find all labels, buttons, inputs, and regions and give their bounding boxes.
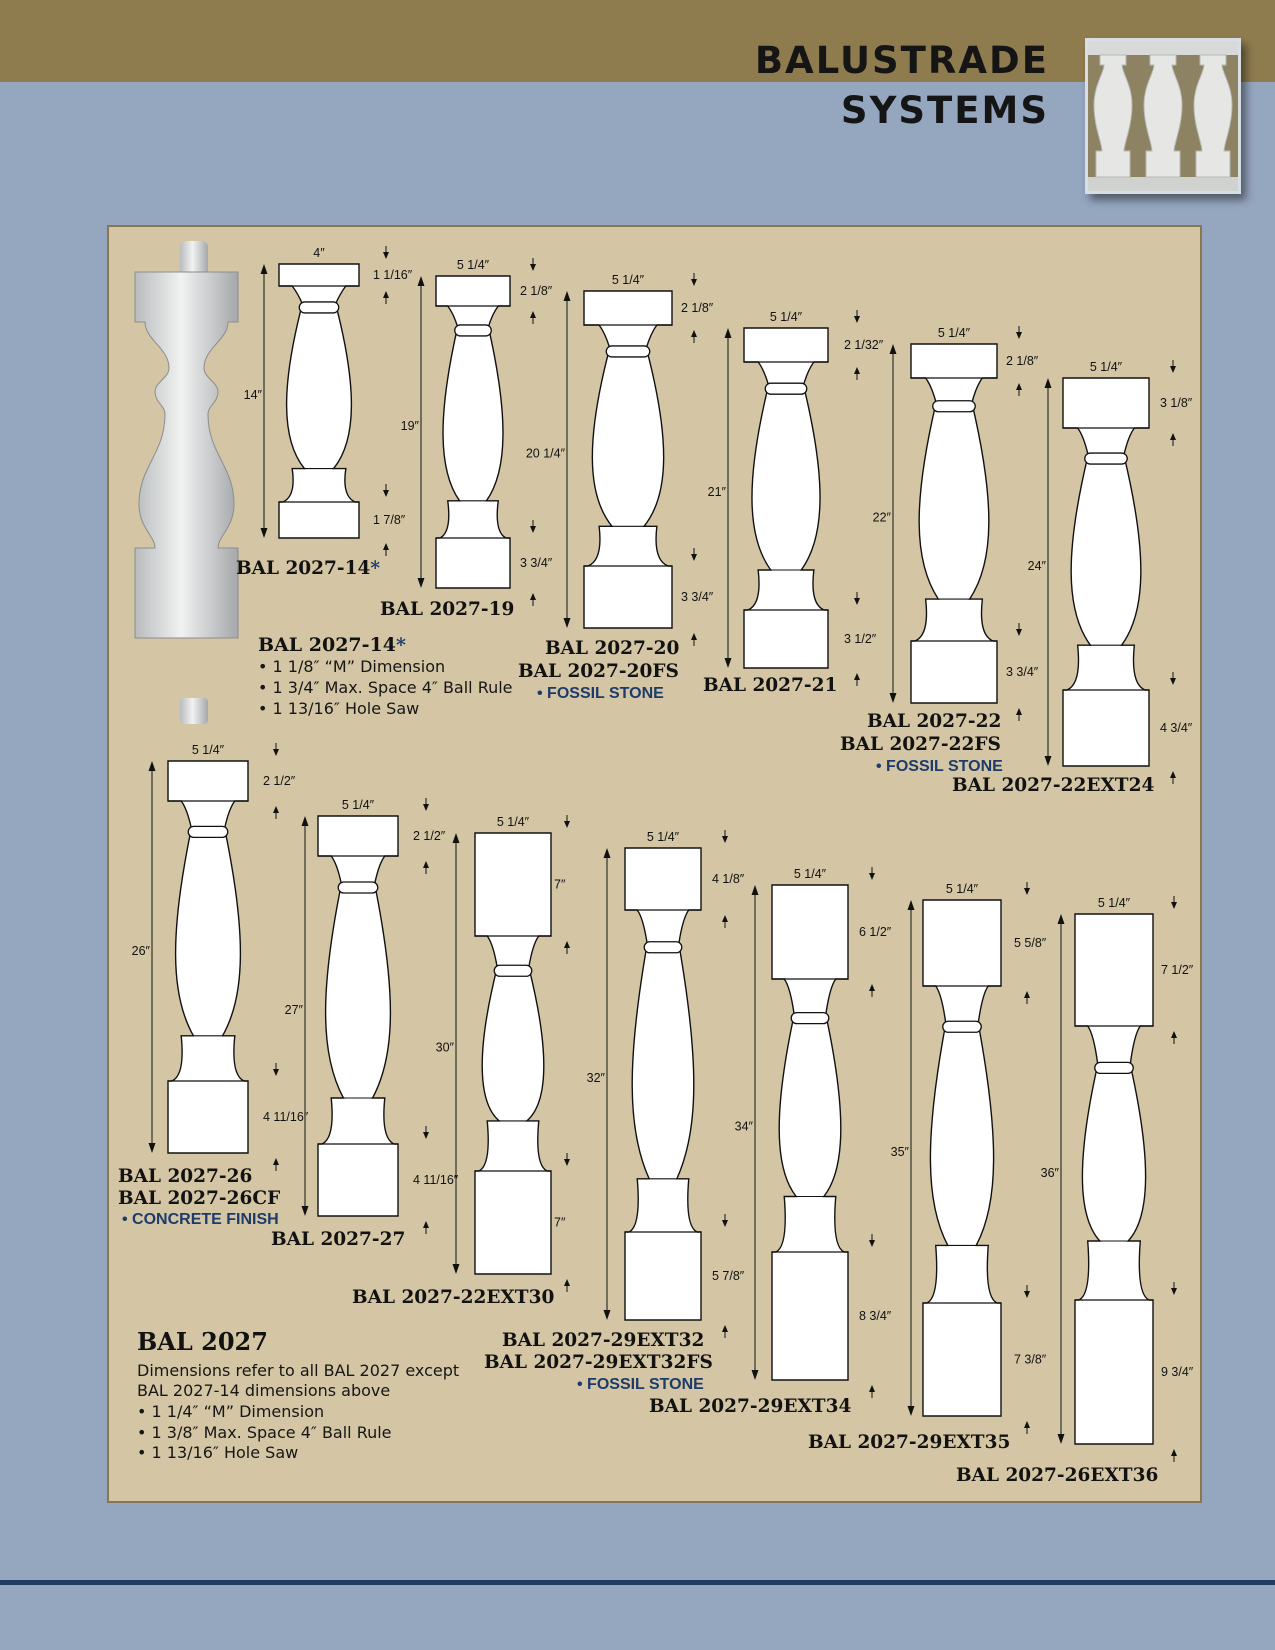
label-bal-2027-20: BAL 2027-20 <box>545 638 680 659</box>
top-dimension-text: 7 1/2″ <box>1161 963 1194 977</box>
bottom-dimension-text: 4 11/16″ <box>413 1173 459 1187</box>
arrow-up-icon <box>302 816 309 826</box>
label-bal-2027-14 <box>236 558 380 580</box>
spec-14-bullet-2: • 1 3/4″ Max. Space 4″ Ball Rule <box>258 678 513 697</box>
arrow-up-icon <box>1058 914 1065 924</box>
height-dimension-text: 19″ <box>400 419 419 433</box>
baluster-ring <box>1085 453 1127 464</box>
width-dimension-text: 5 1/4″ <box>1089 360 1123 374</box>
arrow-down-icon <box>604 1310 611 1320</box>
baluster-ring <box>455 325 492 336</box>
label-bal-2027-29ext34: BAL 2027-29EXT34 <box>649 1396 852 1417</box>
width-dimension-text: 5 1/4″ <box>191 743 225 757</box>
baluster-ring <box>338 882 378 893</box>
label-bal-2027-26: BAL 2027-26 <box>118 1166 253 1187</box>
bottom-dimension-text: 4 3/4″ <box>1160 721 1193 735</box>
width-dimension-text: 5 1/4″ <box>945 882 979 896</box>
arrow-up-icon <box>149 761 156 771</box>
arrow-up-icon <box>604 848 611 858</box>
arrow-down-icon <box>564 618 571 628</box>
baluster-b20 <box>526 273 714 646</box>
note-fossil-stone-20: • FOSSIL STONE <box>537 685 664 702</box>
label-bal-2027-20fs: BAL 2027-20FS <box>518 661 679 682</box>
label-bal-2027-22ext30: BAL 2027-22EXT30 <box>352 1287 555 1308</box>
label-14-star: * <box>370 558 381 579</box>
bottom-dimension-text: 4 11/16″ <box>263 1110 309 1124</box>
arrow-down-icon <box>890 693 897 703</box>
height-dimension-text: 14″ <box>243 388 262 402</box>
note-fossil-stone-22: • FOSSIL STONE <box>876 758 1003 775</box>
label-bal-2027-29ext32: BAL 2027-29EXT32 <box>502 1330 705 1351</box>
baluster-b26 <box>132 743 309 1171</box>
bottom-dimension-text: 3 3/4″ <box>1006 665 1039 679</box>
bottom-dimension-text: 3 3/4″ <box>681 590 714 604</box>
baluster-b36 <box>1041 896 1194 1462</box>
label-bal-2027-22ext24: BAL 2027-22EXT24 <box>952 775 1155 796</box>
baluster-ring <box>791 1013 829 1024</box>
baluster-ring <box>1095 1062 1134 1073</box>
top-dimension-text: 1 1/16″ <box>373 268 413 282</box>
arrow-down-icon <box>908 1406 915 1416</box>
top-dimension-text: 2 1/8″ <box>681 301 714 315</box>
top-dimension-text: 6 1/2″ <box>859 925 892 939</box>
top-dimension-text: 2 1/8″ <box>520 284 553 298</box>
label-text: BAL 2027-14 <box>236 558 371 579</box>
baluster-b27 <box>285 798 459 1234</box>
title-line-2: SYSTEMS <box>840 89 1049 132</box>
baluster-photo <box>135 241 238 724</box>
width-dimension-text: 5 1/4″ <box>793 867 827 881</box>
height-dimension-text: 35″ <box>890 1145 909 1159</box>
arrow-down-icon <box>261 528 268 538</box>
spec-14-bullet-1: • 1 1/8″ “M” Dimension <box>258 657 446 676</box>
label-bal-2027-26cf: BAL 2027-26CF <box>118 1188 281 1209</box>
top-dimension-text: 3 1/8″ <box>1160 396 1193 410</box>
label-bal-2027-26ext36: BAL 2027-26EXT36 <box>956 1465 1159 1486</box>
height-dimension-text: 36″ <box>1040 1166 1059 1180</box>
baluster-b32 <box>587 830 745 1338</box>
arrow-up-icon <box>725 328 732 338</box>
width-dimension-text: 5 1/4″ <box>937 326 971 340</box>
arrow-up-icon <box>418 276 425 286</box>
baluster-outline <box>475 833 551 1274</box>
spec-14-title-text: BAL 2027-14 <box>258 634 396 656</box>
height-dimension-text: 26″ <box>131 944 150 958</box>
baluster-b24 <box>1028 360 1193 784</box>
height-dimension-text: 32″ <box>586 1071 605 1085</box>
label-bal-2027-29ext35: BAL 2027-29EXT35 <box>808 1432 1011 1453</box>
arrow-down-icon <box>302 1206 309 1216</box>
height-dimension-text: 20 1/4″ <box>525 446 565 461</box>
footer-rule <box>0 1580 1275 1585</box>
label-bal-2027-19: BAL 2027-19 <box>380 599 515 620</box>
spec-14-bullet-3: • 1 13/16″ Hole Saw <box>258 699 420 718</box>
baluster-outline <box>744 328 828 668</box>
arrow-up-icon <box>752 885 759 895</box>
baluster-ring <box>188 826 228 837</box>
baluster-outline <box>1075 914 1153 1444</box>
note-concrete-finish: • CONCRETE FINISH <box>122 1211 279 1228</box>
arrow-up-icon <box>1045 378 1052 388</box>
top-dimension-text: 2 1/2″ <box>263 774 296 788</box>
width-dimension-text: 5 1/4″ <box>1097 896 1131 910</box>
bottom-dimension-text: 1 7/8″ <box>373 513 406 527</box>
baluster-outline <box>923 900 1001 1416</box>
label-bal-2027-21: BAL 2027-21 <box>703 675 838 696</box>
top-dimension-text: 7″ <box>554 877 566 892</box>
baluster-outline <box>1063 378 1149 766</box>
baluster-outline <box>625 848 701 1320</box>
baluster-ring <box>765 383 806 394</box>
height-dimension-text: 34″ <box>734 1119 753 1134</box>
baluster-ring <box>299 302 339 313</box>
arrow-up-icon <box>453 833 460 843</box>
note-fossil-stone-32: • FOSSIL STONE <box>577 1376 704 1393</box>
arrow-down-icon <box>453 1264 460 1274</box>
baluster-b34 <box>735 867 892 1398</box>
bottom-dimension-text: 3 3/4″ <box>520 556 553 570</box>
arrow-down-icon <box>149 1143 156 1153</box>
top-dimension-text: 2 1/32″ <box>844 338 884 352</box>
baluster-b21 <box>708 310 884 686</box>
bottom-dimension-text: 8 3/4″ <box>859 1309 892 1323</box>
spec-2027-line-1: Dimensions refer to all BAL 2027 except <box>137 1361 460 1380</box>
arrow-up-icon <box>908 900 915 910</box>
width-dimension-text: 5 1/4″ <box>456 258 490 272</box>
width-dimension-text: 5 1/4″ <box>496 815 530 829</box>
top-dimension-text: 2 1/8″ <box>1006 354 1039 368</box>
baluster-b35 <box>891 882 1047 1434</box>
bottom-dimension-text: 3 1/2″ <box>844 632 877 646</box>
arrow-down-icon <box>418 578 425 588</box>
label-bal-2027-27: BAL 2027-27 <box>271 1229 406 1250</box>
height-dimension-text: 21″ <box>707 485 726 499</box>
top-dimension-text: 5 5/8″ <box>1014 936 1047 950</box>
baluster-outline <box>318 816 398 1216</box>
height-dimension-text: 30″ <box>435 1040 454 1055</box>
baluster-b22 <box>873 326 1039 721</box>
arrow-down-icon <box>725 658 732 668</box>
label-bal-2027-29ext32fs: BAL 2027-29EXT32FS <box>484 1352 713 1373</box>
baluster-ring <box>644 942 682 953</box>
label-bal-2027-22fs: BAL 2027-22FS <box>840 734 1001 755</box>
baluster-ring <box>933 401 975 412</box>
spec-2027-line-2: BAL 2027-14 dimensions above <box>137 1381 391 1400</box>
arrow-down-icon <box>752 1370 759 1380</box>
arrow-up-icon <box>890 344 897 354</box>
baluster-b19 <box>401 258 553 606</box>
top-dimension-text: 4 1/8″ <box>712 872 745 886</box>
baluster-outline <box>772 885 848 1380</box>
arrow-down-icon <box>1045 756 1052 766</box>
bottom-dimension-text: 7″ <box>554 1215 566 1230</box>
width-dimension-text: 4″ <box>313 246 325 260</box>
spec-2027-bullet-3: • 1 13/16″ Hole Saw <box>137 1443 299 1462</box>
spec-14-star: * <box>395 634 406 656</box>
width-dimension-text: 5 1/4″ <box>341 798 375 812</box>
height-dimension-text: 27″ <box>284 1003 303 1017</box>
spec-2027-bullet-2: • 1 3/8″ Max. Space 4″ Ball Rule <box>137 1423 392 1442</box>
height-dimension-text: 22″ <box>872 510 891 525</box>
width-dimension-text: 5 1/4″ <box>769 310 803 324</box>
baluster-ring <box>606 346 649 357</box>
bottom-dimension-text: 9 3/4″ <box>1161 1365 1194 1379</box>
arrow-up-icon <box>564 291 571 301</box>
spec-14-title <box>258 634 406 656</box>
baluster-b14 <box>244 246 413 556</box>
top-dimension-text: 2 1/2″ <box>413 829 446 843</box>
baluster-ring <box>494 965 532 976</box>
arrow-up-icon <box>261 264 268 274</box>
baluster-outline <box>584 291 672 628</box>
baluster-ring <box>943 1021 982 1032</box>
baluster-outline <box>911 344 997 703</box>
title-line-1: BALUSTRADE <box>754 39 1049 82</box>
spec-2027-title: BAL 2027 <box>137 1327 268 1356</box>
label-bal-2027-22: BAL 2027-22 <box>867 711 1002 732</box>
baluster-b30 <box>436 815 570 1292</box>
spec-2027-bullet-1: • 1 1/4″ “M” Dimension <box>137 1402 325 1421</box>
bottom-dimension-text: 5 7/8″ <box>712 1269 745 1283</box>
width-dimension-text: 5 1/4″ <box>611 273 645 287</box>
baluster-outline <box>168 761 248 1153</box>
arrow-down-icon <box>1058 1434 1065 1444</box>
baluster-outline <box>436 276 510 588</box>
height-dimension-text: 24″ <box>1027 559 1046 573</box>
bottom-dimension-text: 7 3/8″ <box>1014 1352 1047 1367</box>
width-dimension-text: 5 1/4″ <box>646 830 680 844</box>
